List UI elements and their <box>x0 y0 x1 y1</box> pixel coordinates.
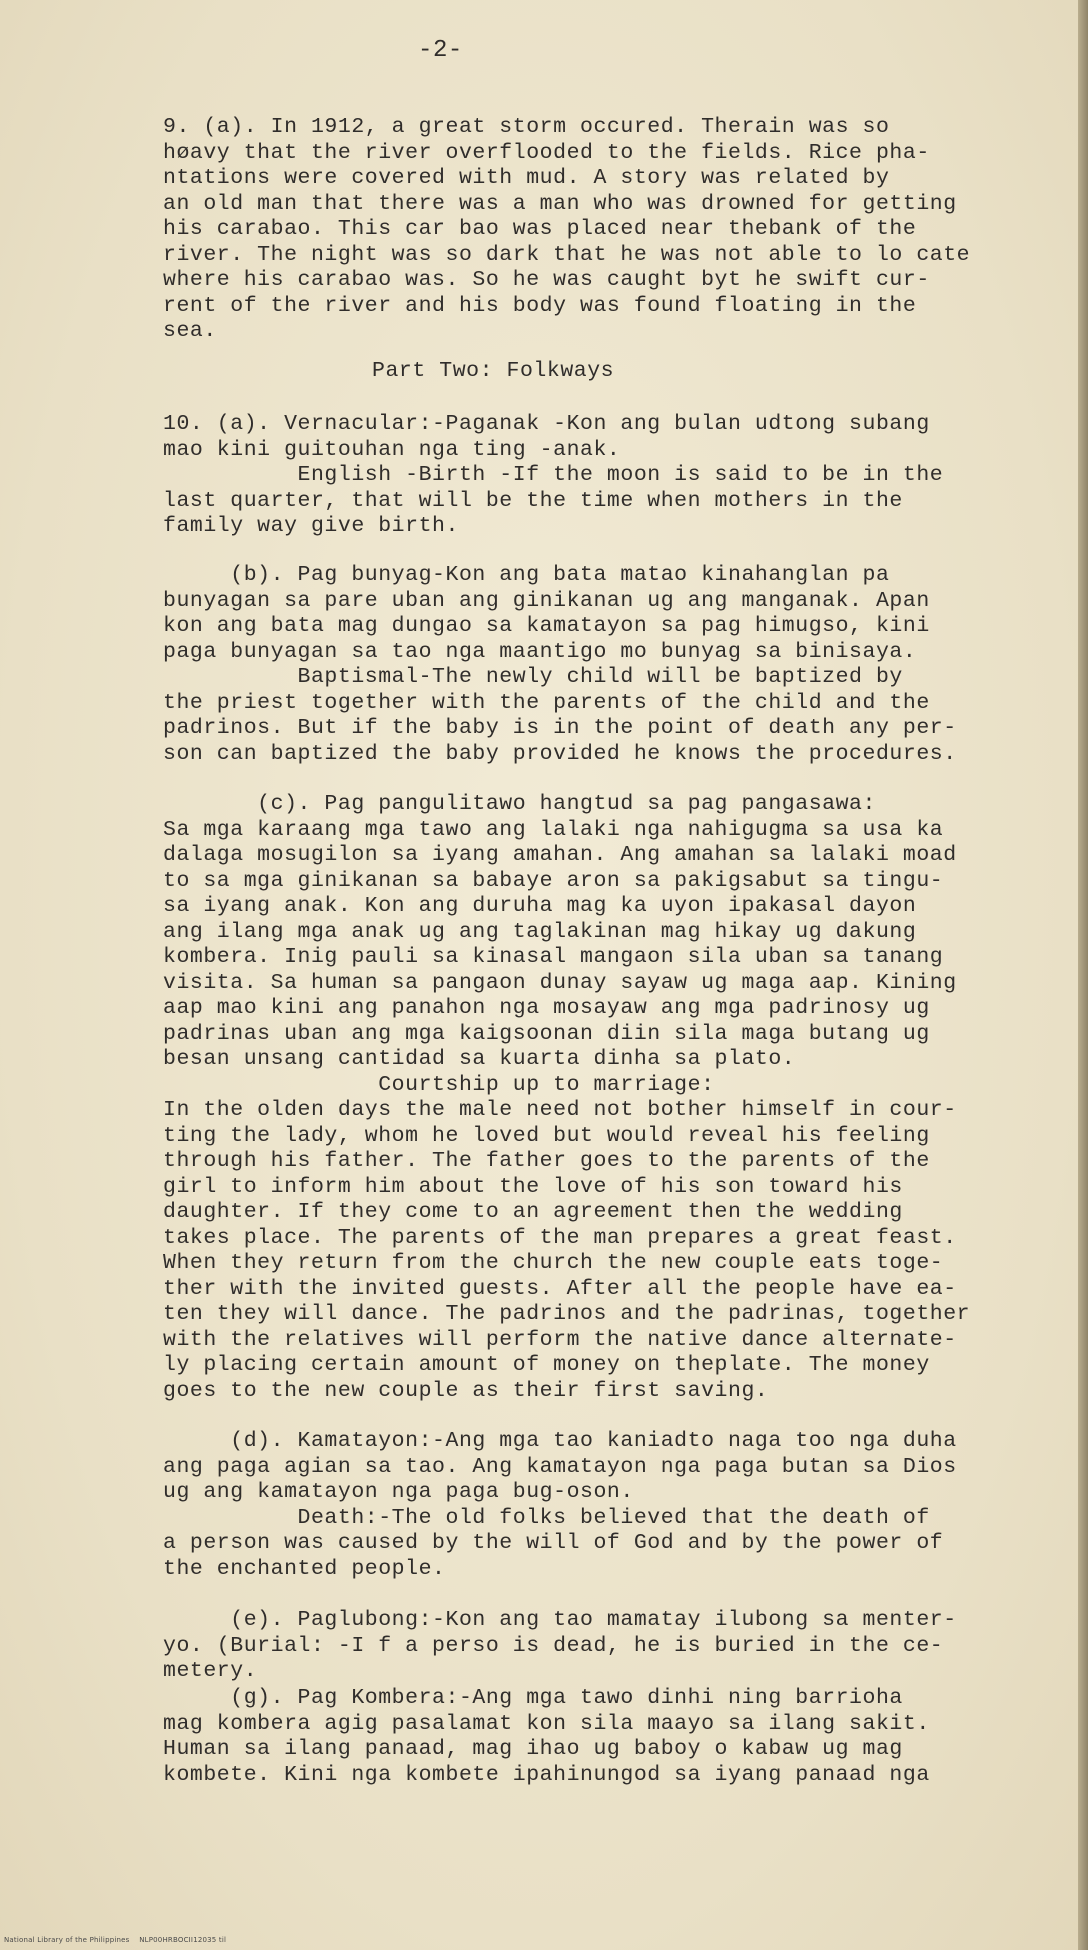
page-edge <box>1078 0 1088 1950</box>
archive-footer: National Library of the Philippines NLP00HRBOCII12035 til <box>4 1936 227 1944</box>
paragraph-baptism: (b). Pag bunyag-Kon ang bata matao kinahanglan pa bunyagan sa pare uban ang ginikanan ug ang manganak. Apan kon ang bata mag dungao sa kamatayon sa pag himugso, kini paga bunyagan sa tao nga maantigo mo bunyag sa binisaya. Baptismal-The newly child will be baptized by the priest together with the parents of the child and the padrinos. But if the baby is in the point of death any per- son can baptized the baby provided he knows the procedures. <box>163 563 957 766</box>
paragraph-burial: (e). Paglubong:-Kon ang tao mamatay ilubong sa menter- yo. (Burial: -I f a perso is dead, he is buried in the ce- metery. <box>163 1608 957 1683</box>
paragraph-birth: 10. (a). Vernacular:-Paganak -Kon ang bulan udtong subang mao kini guitouhan nga ting -anak. English -Birth -If the moon is said to be in the last quarter, that will be the time when mothers in the family way give birth. <box>163 412 944 538</box>
paragraph-storm-1912: 9. (a). In 1912, a great storm occured. Therain was so høavy that the river overflooded to the fields. Rice pha- ntations were covered with mud. A story was related by an old man that there was a man who was drowned for getting his carabao. This car bao was placed near thebank of the river. The night was so dark that he was not able to lo cate where his carabao was. So he was caught byt he swift cur- rent of the river and his body was found floating in the sea. <box>163 115 971 343</box>
paragraph-courtship: (c). Pag pangulitawo hangtud sa pag pangasawa: Sa mga karaang mga tawo ang lalaki nga nahigugma sa usa ka dalaga mosugilon sa iyang amahan. Ang amahan sa lalaki moad to sa mga ginikanan sa babaye aron sa pakigsabut sa tingu- sa iyang anak. Kon ang duruha mag ka uyon ipakasal dayon ang ilang mga anak ug ang taglakinan mag hikay ug dakung kombera. Inig pauli sa kinasal mangaon sila uban sa tanang visita. Sa human sa pangaon dunay sayaw ug maga aap. Kining aap mao kini ang panahon nga mosayaw ang mga padrinosy ug padrinas uban ang mga kaigsoonan diin sila maga butang ug besan unsang cantidad sa kuarta dinha sa plato. Courtship up to marriage: In the olden days the male need not bother himself in cour- ting the lady, whom he loved but would reveal his feeling through his father. The father goes to the parents of the girl to inform him about the love of his son toward his daughter. If they come to an agreement then the wedding takes place. The parents of the man prepares a great feast. When they return from the church the new couple eats toge- ther with the invited guests. After all the people have ea- ten they will dance. The padrinos and the padrinas, together with the relatives will perform the native dance alternate- ly placing certain amount of money on theplate. The money goes to the new couple as their first saving. <box>163 792 971 1403</box>
section-heading-folkways: Part Two: Folkways <box>372 359 615 383</box>
paragraph-death: (d). Kamatayon:-Ang mga tao kaniadto naga too nga duha ang paga agian sa tao. Ang kamatayon nga paga butan sa Dios ug ang kamatayon nga paga bug-oson. Death:-The old folks believed that the death of a person was caused by the will of God and by the power of the enchanted people. <box>163 1429 957 1581</box>
page-number: -2- <box>418 37 463 64</box>
paragraph-kombera: (g). Pag Kombera:-Ang mga tawo dinhi ning barrioha mag kombera agig pasalamat kon sila maayo sa ilang sakit. Human sa ilang panaad, mag ihao ug baboy o kabaw ug mag kombete. Kini nga kombete ipahinungod sa iyang panaad nga <box>163 1686 930 1787</box>
